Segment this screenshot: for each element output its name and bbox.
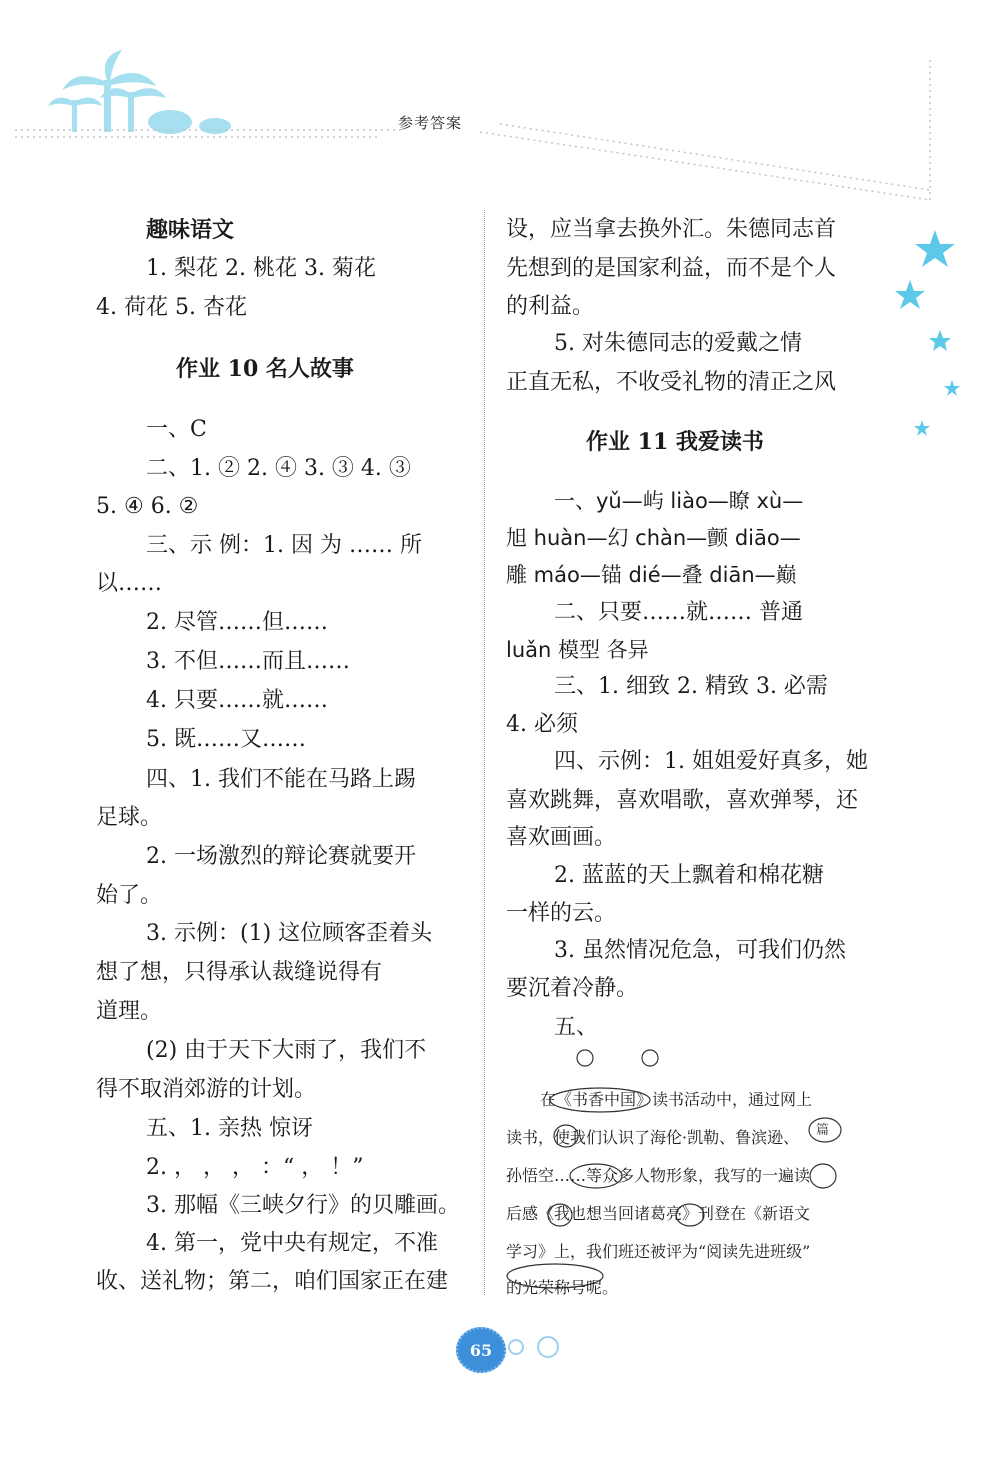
answer-line: 4. 荷花 5. 杏花 [96, 295, 247, 320]
passage-line: 的光荣称号呢。 [506, 1278, 619, 1297]
answer-line: 三、1. 细致 2. 精致 3. 必需 [554, 674, 828, 699]
answer-line: 5. ④ 6. ② [96, 494, 199, 519]
answer-line: 以…… [96, 571, 163, 596]
answer-line: 2. 一场激烈的辩论赛就要开 [146, 844, 416, 869]
page-number-decoration [500, 1332, 580, 1362]
answer-line: 先想到的是国家利益，而不是个人 [506, 256, 837, 281]
answer-line: (2) 由于天下大雨了，我们不 [146, 1038, 427, 1063]
star-icon [929, 330, 951, 351]
star-icon [915, 230, 955, 267]
answer-line: 3. 不但……而且…… [146, 649, 350, 674]
header-decoration [0, 0, 1000, 200]
stars-decoration [890, 220, 980, 450]
answer-line: 一、C [146, 417, 207, 442]
answer-line: 喜欢跳舞，喜欢唱歌，喜欢弹琴，还 [506, 788, 859, 813]
answer-line: 五、1. 亲热 惊讶 [146, 1116, 313, 1141]
answer-line: 3. 那幅《三峡夕行》的贝雕画。 [146, 1193, 460, 1218]
answer-line: 喜欢画画。 [506, 825, 617, 850]
answer-line: 4. 只要……就…… [146, 688, 328, 713]
answer-line: 一、yǔ—屿 liào—瞭 xù— [554, 489, 804, 513]
answer-line: 5. 既……又…… [146, 727, 306, 752]
palm-tree-icon [48, 50, 231, 134]
answer-line: 二、只要……就…… 普通 [554, 600, 803, 625]
header-title: 参考答案 [398, 114, 463, 132]
passage-line: 后感《我也想当回诸葛亮》刊登在《新语文 [506, 1204, 811, 1223]
answer-line: 三、示 例：1. 因 为 …… 所 [146, 533, 422, 558]
answer-line: 五、 [554, 1015, 599, 1040]
answer-line: 四、1. 我们不能在马路上踢 [146, 767, 416, 792]
answer-line: 设，应当拿去换外汇。朱德同志首 [506, 217, 837, 242]
passage-line: 读书，使我们认识了海伦·凯勒、鲁滨逊、 [506, 1128, 800, 1147]
page-number: 65 [456, 1327, 506, 1373]
passage-line: 学习》上，我们班还被评为“阅读先进班级” [506, 1242, 811, 1261]
star-icon [914, 420, 930, 436]
passage-line: 孙悟空……等众多人物形象，我写的一遍读 [506, 1166, 811, 1185]
section-heading: 趣味语文 [146, 217, 235, 243]
answer-line: 始了。 [96, 883, 163, 908]
answer-line: 二、1. ② 2. ④ 3. ③ 4. ③ [146, 456, 411, 481]
passage-line: 在《书香中国》读书活动中，通过网上 [540, 1090, 813, 1109]
insert-mark-label: 篇 [816, 1123, 830, 1138]
star-icon [944, 380, 960, 396]
answer-line: 3. 示例：(1) 这位顾客歪着头 [146, 921, 433, 946]
answer-line: 4. 必须 [506, 712, 578, 737]
answer-line: 得不取消郊游的计划。 [96, 1077, 317, 1102]
answer-line: 2. 尽管……但…… [146, 610, 328, 635]
section-heading: 作业 10 名人故事 [176, 356, 354, 382]
star-icon [895, 280, 925, 309]
answer-line: 1. 梨花 2. 桃花 3. 菊花 [146, 256, 376, 281]
answer-line: 四、示例：1. 姐姐爱好真多，她 [554, 749, 868, 774]
answer-line: 一样的云。 [506, 901, 617, 926]
answer-line: 旭 huàn—幻 chàn—颤 diāo— [506, 526, 801, 550]
answer-line: 收、送礼物；第二，咱们国家正在建 [96, 1269, 449, 1294]
answer-line: 5. 对朱德同志的爱戴之情 [554, 331, 802, 356]
answer-line: 4. 第一，党中央有规定，不准 [146, 1231, 438, 1256]
answer-line: 3. 虽然情况危急，可我们仍然 [554, 938, 846, 963]
answer-line: 足球。 [96, 805, 163, 830]
answer-line: 的利益。 [506, 294, 595, 319]
answer-line: luǎn 模型 各异 [506, 638, 649, 662]
answer-line: 正直无私，不收受礼物的清正之风 [506, 370, 837, 395]
answer-line: 2. 蓝蓝的天上飘着和棉花糖 [554, 863, 824, 888]
answer-line: 雕 máo—锚 dié—叠 diān—巅 [506, 563, 797, 587]
column-divider [484, 210, 485, 1295]
answer-line: 要沉着冷静。 [506, 976, 639, 1001]
answer-line: 道理。 [96, 999, 163, 1024]
section-heading: 作业 11 我爱读书 [586, 429, 764, 455]
answer-line: 想了想，只得承认裁缝说得有 [96, 960, 383, 985]
answer-line: 2. ， ， ， ：“ ， ！” [146, 1155, 364, 1180]
